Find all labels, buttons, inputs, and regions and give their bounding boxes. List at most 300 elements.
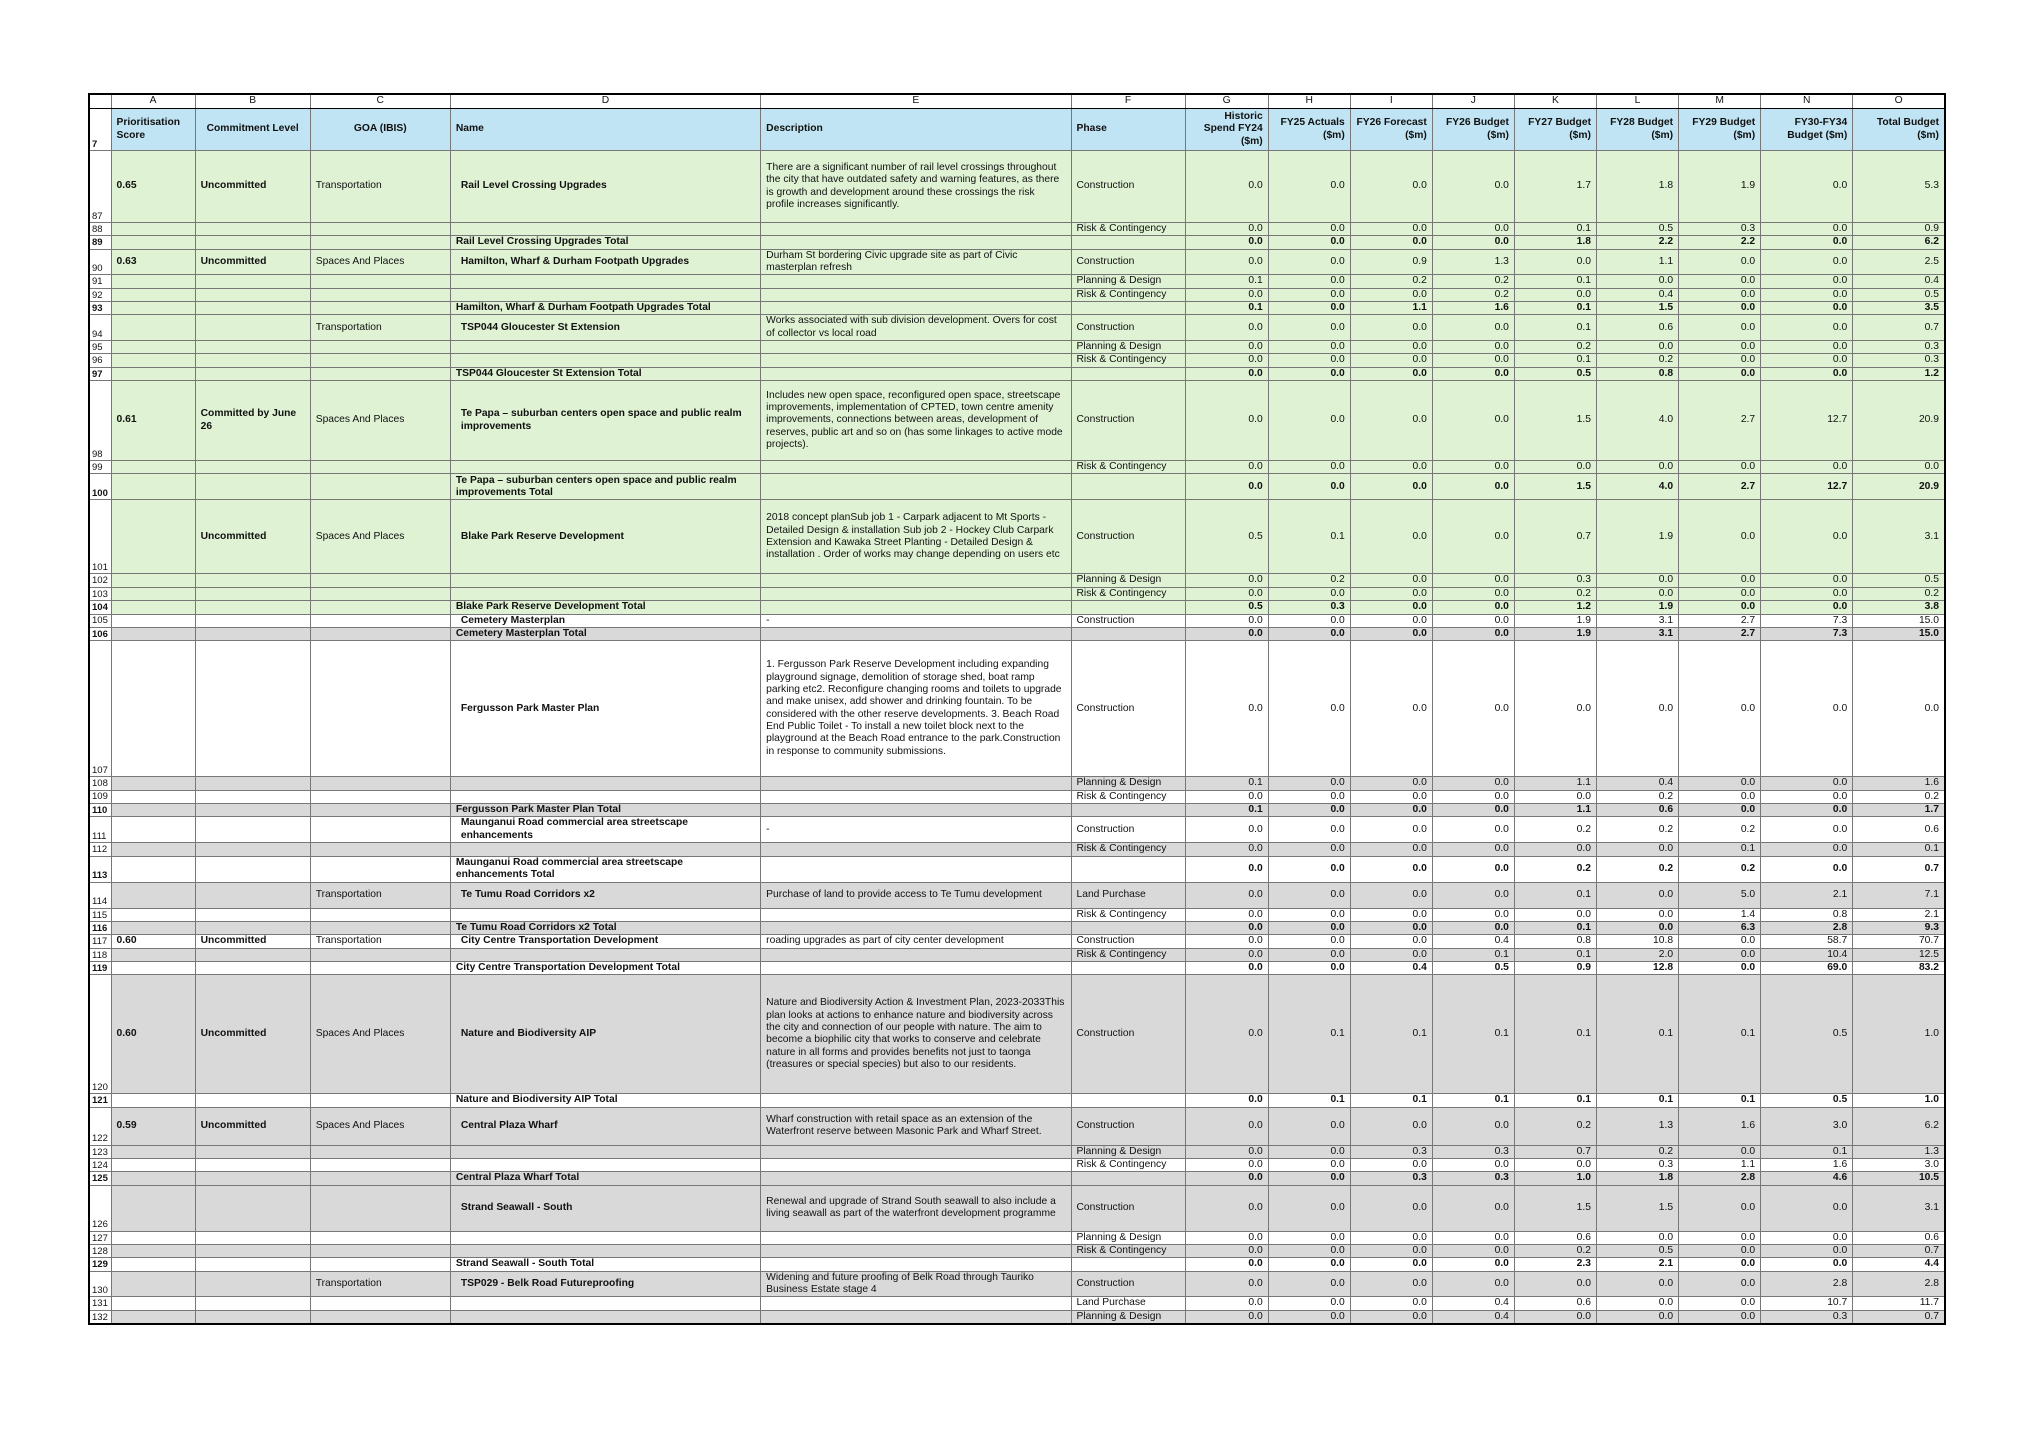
cell-value[interactable]: 0.0 <box>1597 641 1679 777</box>
cell-value[interactable]: 0.0 <box>1761 249 1853 275</box>
cell-phase[interactable] <box>1071 1258 1185 1271</box>
cell-value[interactable]: 4.4 <box>1853 1258 1945 1271</box>
cell-phase[interactable] <box>1071 1094 1185 1107</box>
cell-value[interactable]: 0.0 <box>1761 601 1853 614</box>
cell-value[interactable]: 2.7 <box>1679 474 1761 500</box>
cell-goa[interactable] <box>310 587 450 600</box>
cell-phase[interactable]: Planning & Design <box>1071 777 1185 790</box>
cell-value[interactable]: 0.0 <box>1679 1258 1761 1271</box>
cell-value[interactable]: 0.5 <box>1853 288 1945 301</box>
row-number[interactable]: 123 <box>89 1145 111 1158</box>
cell-commitment[interactable] <box>195 817 310 843</box>
cell-description[interactable] <box>761 223 1071 236</box>
cell-score[interactable] <box>111 948 195 961</box>
cell-value[interactable]: 0.0 <box>1432 641 1514 777</box>
cell-phase[interactable]: Construction <box>1071 315 1185 341</box>
cell-value[interactable]: 0.0 <box>1268 843 1350 856</box>
cell-value[interactable]: 4.0 <box>1597 474 1679 500</box>
cell-value[interactable]: 58.7 <box>1761 935 1853 948</box>
cell-value[interactable]: 10.7 <box>1761 1297 1853 1310</box>
cell-name[interactable]: Cemetery Masterplan <box>450 614 760 627</box>
cell-value[interactable]: 4.0 <box>1597 381 1679 461</box>
cell-value[interactable]: 0.2 <box>1514 587 1596 600</box>
cell-value[interactable]: 0.0 <box>1185 151 1268 223</box>
cell-value[interactable]: 0.5 <box>1597 1245 1679 1258</box>
cell-value[interactable]: 0.0 <box>1350 803 1432 816</box>
cell-value[interactable]: 0.0 <box>1597 1310 1679 1324</box>
cell-value[interactable]: 0.2 <box>1514 856 1596 882</box>
cell-description[interactable] <box>761 1158 1071 1171</box>
cell-value[interactable]: 0.0 <box>1597 921 1679 934</box>
cell-phase[interactable] <box>1071 601 1185 614</box>
cell-name[interactable] <box>450 908 760 921</box>
cell-value[interactable]: 0.0 <box>1268 1297 1350 1310</box>
cell-value[interactable]: 0.0 <box>1350 817 1432 843</box>
cell-value[interactable]: 0.7 <box>1853 1310 1945 1324</box>
cell-value[interactable]: 0.0 <box>1350 500 1432 574</box>
cell-goa[interactable]: Transportation <box>310 1271 450 1297</box>
cell-value[interactable]: 0.1 <box>1514 354 1596 367</box>
cell-value[interactable]: 0.0 <box>1185 236 1268 249</box>
cell-value[interactable]: 0.0 <box>1268 856 1350 882</box>
cell-value[interactable]: 0.1 <box>1185 275 1268 288</box>
cell-goa[interactable] <box>310 856 450 882</box>
cell-value[interactable]: 0.3 <box>1432 1172 1514 1185</box>
cell-value[interactable]: 15.0 <box>1853 614 1945 627</box>
cell-score[interactable] <box>111 1297 195 1310</box>
cell-goa[interactable] <box>310 1145 450 1158</box>
cell-value[interactable]: 0.3 <box>1268 601 1350 614</box>
cell-commitment[interactable] <box>195 1185 310 1231</box>
cell-goa[interactable] <box>310 1310 450 1324</box>
row-number[interactable]: 7 <box>89 109 111 151</box>
cell-value[interactable]: 0.0 <box>1432 223 1514 236</box>
cell-goa[interactable] <box>310 223 450 236</box>
column-letter[interactable]: N <box>1761 94 1853 109</box>
cell-value[interactable]: 0.0 <box>1268 1258 1350 1271</box>
cell-value[interactable]: 0.0 <box>1185 935 1268 948</box>
cell-value[interactable]: 20.9 <box>1853 381 1945 461</box>
cell-commitment[interactable] <box>195 790 310 803</box>
cell-description[interactable] <box>761 288 1071 301</box>
cell-value[interactable]: 0.0 <box>1679 961 1761 974</box>
cell-description[interactable] <box>761 236 1071 249</box>
cell-value[interactable]: 0.0 <box>1761 803 1853 816</box>
row-number[interactable]: 104 <box>89 601 111 614</box>
header-fy30-fy34-budget[interactable]: FY30-FY34 Budget ($m) <box>1761 109 1853 151</box>
cell-value[interactable]: 0.0 <box>1350 1231 1432 1244</box>
cell-commitment[interactable] <box>195 587 310 600</box>
cell-goa[interactable]: Transportation <box>310 315 450 341</box>
cell-commitment[interactable]: Uncommitted <box>195 935 310 948</box>
cell-value[interactable]: 1.1 <box>1514 803 1596 816</box>
row-number[interactable]: 102 <box>89 574 111 587</box>
cell-description[interactable]: Renewal and upgrade of Strand South seawall to also include a living seawall as part of the waterfront development programme <box>761 1185 1071 1231</box>
cell-value[interactable]: 20.9 <box>1853 474 1945 500</box>
cell-value[interactable]: 0.7 <box>1853 315 1945 341</box>
header-fy29-budget[interactable]: FY29 Budget ($m) <box>1679 109 1761 151</box>
row-number[interactable]: 107 <box>89 641 111 777</box>
cell-value[interactable]: 0.0 <box>1679 341 1761 354</box>
cell-value[interactable]: 0.0 <box>1679 1231 1761 1244</box>
cell-commitment[interactable] <box>195 843 310 856</box>
cell-value[interactable]: 0.0 <box>1514 641 1596 777</box>
row-number[interactable]: 124 <box>89 1158 111 1171</box>
column-letter[interactable]: F <box>1071 94 1185 109</box>
cell-name[interactable] <box>450 275 760 288</box>
cell-score[interactable]: 0.65 <box>111 151 195 223</box>
cell-value[interactable]: 0.1 <box>1597 1094 1679 1107</box>
cell-goa[interactable] <box>310 474 450 500</box>
cell-value[interactable]: 0.0 <box>1268 354 1350 367</box>
cell-value[interactable]: 0.1 <box>1350 1094 1432 1107</box>
cell-name[interactable] <box>450 843 760 856</box>
cell-name[interactable] <box>450 948 760 961</box>
cell-goa[interactable] <box>310 341 450 354</box>
cell-value[interactable]: 0.0 <box>1761 500 1853 574</box>
row-number[interactable]: 132 <box>89 1310 111 1324</box>
column-letter[interactable]: K <box>1514 94 1596 109</box>
column-letter[interactable]: D <box>450 94 760 109</box>
cell-value[interactable]: 0.8 <box>1597 367 1679 380</box>
cell-value[interactable]: 0.0 <box>1268 948 1350 961</box>
cell-value[interactable]: 0.9 <box>1350 249 1432 275</box>
cell-value[interactable]: 0.2 <box>1853 587 1945 600</box>
cell-value[interactable]: 2.8 <box>1853 1271 1945 1297</box>
cell-value[interactable]: 0.1 <box>1761 1145 1853 1158</box>
cell-value[interactable]: 0.2 <box>1514 341 1596 354</box>
cell-value[interactable]: 0.0 <box>1350 288 1432 301</box>
cell-value[interactable]: 0.0 <box>1268 1145 1350 1158</box>
cell-phase[interactable]: Construction <box>1071 1271 1185 1297</box>
cell-value[interactable]: 0.0 <box>1350 641 1432 777</box>
cell-commitment[interactable] <box>195 1271 310 1297</box>
cell-value[interactable]: 0.2 <box>1350 275 1432 288</box>
cell-value[interactable]: 2.7 <box>1679 614 1761 627</box>
cell-value[interactable]: 1.8 <box>1597 151 1679 223</box>
cell-goa[interactable]: Spaces And Places <box>310 500 450 574</box>
cell-value[interactable]: 0.0 <box>1514 1158 1596 1171</box>
cell-value[interactable]: 3.0 <box>1761 1107 1853 1145</box>
cell-value[interactable]: 2.1 <box>1761 882 1853 908</box>
cell-name[interactable]: City Centre Transportation Development <box>450 935 760 948</box>
cell-name[interactable] <box>450 574 760 587</box>
cell-value[interactable]: 0.0 <box>1761 461 1853 474</box>
cell-score[interactable] <box>111 1158 195 1171</box>
cell-value[interactable]: 0.3 <box>1350 1172 1432 1185</box>
cell-value[interactable]: 0.0 <box>1679 1245 1761 1258</box>
cell-value[interactable]: 0.0 <box>1761 790 1853 803</box>
row-number[interactable]: 114 <box>89 882 111 908</box>
cell-score[interactable]: 0.59 <box>111 1107 195 1145</box>
cell-value[interactable]: 0.4 <box>1597 777 1679 790</box>
cell-value[interactable]: 0.0 <box>1761 1258 1853 1271</box>
cell-value[interactable]: 0.0 <box>1514 843 1596 856</box>
cell-goa[interactable]: Spaces And Places <box>310 1107 450 1145</box>
cell-value[interactable]: 0.0 <box>1432 627 1514 640</box>
cell-value[interactable]: 1.7 <box>1853 803 1945 816</box>
cell-name[interactable]: Fergusson Park Master Plan <box>450 641 760 777</box>
cell-value[interactable]: 0.0 <box>1350 790 1432 803</box>
cell-value[interactable]: 0.0 <box>1432 1271 1514 1297</box>
cell-value[interactable]: 0.3 <box>1679 223 1761 236</box>
cell-value[interactable]: 0.0 <box>1679 1271 1761 1297</box>
row-number[interactable]: 108 <box>89 777 111 790</box>
cell-value[interactable]: 0.0 <box>1514 908 1596 921</box>
cell-value[interactable]: 0.0 <box>1350 935 1432 948</box>
cell-value[interactable]: 0.0 <box>1432 856 1514 882</box>
cell-value[interactable]: 0.1 <box>1514 1094 1596 1107</box>
cell-value[interactable]: 2.7 <box>1679 381 1761 461</box>
cell-value[interactable]: 83.2 <box>1853 961 1945 974</box>
cell-value[interactable]: 1.0 <box>1853 975 1945 1094</box>
row-number[interactable]: 120 <box>89 975 111 1094</box>
cell-score[interactable] <box>111 367 195 380</box>
cell-commitment[interactable] <box>195 223 310 236</box>
cell-value[interactable]: 0.1 <box>1514 921 1596 934</box>
cell-value[interactable]: 0.1 <box>1432 1094 1514 1107</box>
cell-value[interactable]: 0.0 <box>1185 817 1268 843</box>
cell-value[interactable]: 3.1 <box>1853 1185 1945 1231</box>
cell-value[interactable]: 0.0 <box>1185 1094 1268 1107</box>
header-fy28-budget[interactable]: FY28 Budget ($m) <box>1597 109 1679 151</box>
cell-score[interactable]: 0.60 <box>111 935 195 948</box>
cell-description[interactable] <box>761 908 1071 921</box>
cell-value[interactable]: 0.6 <box>1514 1231 1596 1244</box>
cell-name[interactable]: Maunganui Road commercial area streetscape enhancements <box>450 817 760 843</box>
row-number[interactable]: 95 <box>89 341 111 354</box>
cell-description[interactable]: Includes new open space, reconfigured open space, streetscape improvements, implementation of CPTED, town centre amenity improvements, connections between areas, development of reserves, public art and so on (has some linkages to active mode projects). <box>761 381 1071 461</box>
cell-value[interactable]: 0.8 <box>1761 908 1853 921</box>
cell-value[interactable]: 0.0 <box>1268 151 1350 223</box>
cell-description[interactable] <box>761 843 1071 856</box>
cell-commitment[interactable] <box>195 921 310 934</box>
cell-value[interactable]: 0.1 <box>1679 843 1761 856</box>
row-number[interactable]: 117 <box>89 935 111 948</box>
cell-value[interactable]: 0.0 <box>1185 641 1268 777</box>
cell-value[interactable]: 6.3 <box>1679 921 1761 934</box>
cell-value[interactable]: 12.5 <box>1853 948 1945 961</box>
cell-value[interactable]: 0.0 <box>1350 777 1432 790</box>
row-number[interactable]: 122 <box>89 1107 111 1145</box>
header-goa[interactable]: GOA (IBIS) <box>310 109 450 151</box>
cell-value[interactable]: 0.0 <box>1761 288 1853 301</box>
row-number[interactable]: 103 <box>89 587 111 600</box>
cell-name[interactable] <box>450 341 760 354</box>
cell-phase[interactable]: Risk & Contingency <box>1071 948 1185 961</box>
cell-value[interactable]: 1.5 <box>1514 381 1596 461</box>
cell-name[interactable]: TSP044 Gloucester St Extension Total <box>450 367 760 380</box>
cell-description[interactable] <box>761 1145 1071 1158</box>
cell-value[interactable]: 1.3 <box>1597 1107 1679 1145</box>
cell-value[interactable]: 0.0 <box>1268 1172 1350 1185</box>
cell-value[interactable]: 0.0 <box>1679 288 1761 301</box>
cell-value[interactable]: 0.0 <box>1679 1185 1761 1231</box>
cell-phase[interactable] <box>1071 367 1185 380</box>
cell-goa[interactable] <box>310 641 450 777</box>
row-number[interactable]: 119 <box>89 961 111 974</box>
cell-goa[interactable] <box>310 843 450 856</box>
cell-phase[interactable]: Risk & Contingency <box>1071 1245 1185 1258</box>
cell-goa[interactable] <box>310 1185 450 1231</box>
cell-value[interactable]: 0.0 <box>1185 288 1268 301</box>
cell-score[interactable] <box>111 856 195 882</box>
cell-value[interactable]: 0.2 <box>1268 574 1350 587</box>
cell-phase[interactable]: Construction <box>1071 641 1185 777</box>
cell-value[interactable]: 0.0 <box>1761 315 1853 341</box>
cell-goa[interactable] <box>310 1172 450 1185</box>
cell-value[interactable]: 1.1 <box>1679 1158 1761 1171</box>
cell-score[interactable] <box>111 474 195 500</box>
cell-value[interactable]: 0.0 <box>1185 627 1268 640</box>
cell-value[interactable]: 0.1 <box>1853 843 1945 856</box>
cell-description[interactable] <box>761 302 1071 315</box>
cell-name[interactable] <box>450 223 760 236</box>
cell-value[interactable]: 0.0 <box>1761 817 1853 843</box>
corner-cell[interactable] <box>89 94 111 109</box>
cell-value[interactable]: 0.0 <box>1185 856 1268 882</box>
cell-value[interactable]: 0.0 <box>1268 315 1350 341</box>
cell-value[interactable]: 0.0 <box>1761 151 1853 223</box>
cell-value[interactable]: 0.1 <box>1268 1094 1350 1107</box>
cell-value[interactable]: 0.2 <box>1432 275 1514 288</box>
cell-name[interactable] <box>450 1297 760 1310</box>
cell-value[interactable]: 0.0 <box>1185 474 1268 500</box>
cell-name[interactable]: Fergusson Park Master Plan Total <box>450 803 760 816</box>
cell-value[interactable]: 0.0 <box>1350 354 1432 367</box>
cell-commitment[interactable] <box>195 1310 310 1324</box>
row-number[interactable]: 97 <box>89 367 111 380</box>
cell-value[interactable]: 0.0 <box>1679 587 1761 600</box>
cell-value[interactable]: 0.1 <box>1514 882 1596 908</box>
cell-value[interactable]: 0.0 <box>1432 500 1514 574</box>
cell-value[interactable]: 0.0 <box>1597 461 1679 474</box>
cell-goa[interactable] <box>310 948 450 961</box>
cell-value[interactable]: 0.0 <box>1432 921 1514 934</box>
cell-goa[interactable]: Transportation <box>310 935 450 948</box>
cell-description[interactable] <box>761 627 1071 640</box>
cell-value[interactable]: 0.0 <box>1432 882 1514 908</box>
cell-value[interactable]: 0.0 <box>1761 341 1853 354</box>
cell-score[interactable] <box>111 627 195 640</box>
cell-value[interactable]: 0.0 <box>1597 843 1679 856</box>
cell-value[interactable]: 0.0 <box>1597 1231 1679 1244</box>
cell-value[interactable]: 0.4 <box>1432 1297 1514 1310</box>
cell-score[interactable] <box>111 574 195 587</box>
cell-value[interactable]: 0.0 <box>1268 921 1350 934</box>
column-letter[interactable]: C <box>310 94 450 109</box>
cell-value[interactable]: 0.0 <box>1597 1271 1679 1297</box>
cell-goa[interactable] <box>310 288 450 301</box>
cell-value[interactable]: 0.0 <box>1761 641 1853 777</box>
cell-goa[interactable] <box>310 574 450 587</box>
cell-value[interactable]: 1.5 <box>1514 474 1596 500</box>
cell-name[interactable] <box>450 1231 760 1244</box>
cell-commitment[interactable] <box>195 367 310 380</box>
cell-goa[interactable] <box>310 367 450 380</box>
cell-value[interactable]: 0.0 <box>1268 288 1350 301</box>
cell-value[interactable]: 2.7 <box>1679 627 1761 640</box>
cell-value[interactable]: 0.0 <box>1185 574 1268 587</box>
cell-value[interactable]: 0.0 <box>1268 641 1350 777</box>
cell-commitment[interactable] <box>195 601 310 614</box>
cell-value[interactable]: 0.1 <box>1350 975 1432 1094</box>
cell-value[interactable]: 0.8 <box>1514 935 1596 948</box>
cell-value[interactable]: 0.0 <box>1350 1185 1432 1231</box>
cell-value[interactable]: 0.0 <box>1185 614 1268 627</box>
cell-score[interactable] <box>111 1271 195 1297</box>
cell-commitment[interactable] <box>195 627 310 640</box>
cell-value[interactable]: 5.3 <box>1853 151 1945 223</box>
cell-goa[interactable] <box>310 1297 450 1310</box>
cell-value[interactable]: 0.0 <box>1185 249 1268 275</box>
cell-value[interactable]: 0.2 <box>1597 817 1679 843</box>
cell-phase[interactable] <box>1071 474 1185 500</box>
cell-value[interactable]: 0.6 <box>1853 1231 1945 1244</box>
cell-value[interactable]: 0.0 <box>1679 315 1761 341</box>
cell-value[interactable]: 0.4 <box>1853 275 1945 288</box>
row-number[interactable]: 112 <box>89 843 111 856</box>
cell-score[interactable]: 0.61 <box>111 381 195 461</box>
header-historic-spend[interactable]: Historic Spend FY24 ($m) <box>1185 109 1268 151</box>
cell-value[interactable]: 0.0 <box>1350 1158 1432 1171</box>
cell-value[interactable]: 0.0 <box>1268 302 1350 315</box>
cell-description[interactable] <box>761 1172 1071 1185</box>
cell-value[interactable]: 0.0 <box>1432 381 1514 461</box>
cell-goa[interactable] <box>310 1245 450 1258</box>
row-number[interactable]: 94 <box>89 315 111 341</box>
cell-value[interactable]: 0.0 <box>1350 1245 1432 1258</box>
cell-commitment[interactable] <box>195 1158 310 1171</box>
cell-commitment[interactable] <box>195 474 310 500</box>
cell-phase[interactable]: Risk & Contingency <box>1071 843 1185 856</box>
cell-value[interactable]: 0.7 <box>1853 1245 1945 1258</box>
cell-name[interactable]: Blake Park Reserve Development Total <box>450 601 760 614</box>
cell-value[interactable]: 15.0 <box>1853 627 1945 640</box>
cell-goa[interactable]: Spaces And Places <box>310 249 450 275</box>
cell-goa[interactable] <box>310 1258 450 1271</box>
cell-value[interactable]: 0.0 <box>1350 315 1432 341</box>
cell-value[interactable]: 0.0 <box>1761 367 1853 380</box>
cell-value[interactable]: 9.3 <box>1853 921 1945 934</box>
cell-name[interactable]: Nature and Biodiversity AIP Total <box>450 1094 760 1107</box>
cell-phase[interactable] <box>1071 627 1185 640</box>
cell-commitment[interactable] <box>195 315 310 341</box>
cell-value[interactable]: 69.0 <box>1761 961 1853 974</box>
cell-value[interactable]: 1.1 <box>1514 777 1596 790</box>
cell-value[interactable]: 0.6 <box>1597 315 1679 341</box>
cell-value[interactable]: 0.0 <box>1761 843 1853 856</box>
cell-value[interactable]: 1.9 <box>1597 500 1679 574</box>
cell-value[interactable]: 1.0 <box>1853 1094 1945 1107</box>
cell-name[interactable]: Central Plaza Wharf Total <box>450 1172 760 1185</box>
cell-score[interactable] <box>111 641 195 777</box>
cell-value[interactable]: 0.2 <box>1597 354 1679 367</box>
cell-value[interactable]: 0.0 <box>1350 341 1432 354</box>
cell-phase[interactable] <box>1071 302 1185 315</box>
cell-name[interactable] <box>450 354 760 367</box>
cell-value[interactable]: 0.0 <box>1185 1158 1268 1171</box>
cell-value[interactable]: 1.8 <box>1514 236 1596 249</box>
cell-value[interactable]: 0.0 <box>1761 1185 1853 1231</box>
cell-value[interactable]: 0.0 <box>1268 236 1350 249</box>
cell-value[interactable]: 0.0 <box>1514 1310 1596 1324</box>
cell-description[interactable] <box>761 790 1071 803</box>
cell-value[interactable]: 0.0 <box>1268 817 1350 843</box>
cell-description[interactable] <box>761 354 1071 367</box>
cell-value[interactable]: 0.2 <box>1597 856 1679 882</box>
cell-score[interactable] <box>111 1145 195 1158</box>
